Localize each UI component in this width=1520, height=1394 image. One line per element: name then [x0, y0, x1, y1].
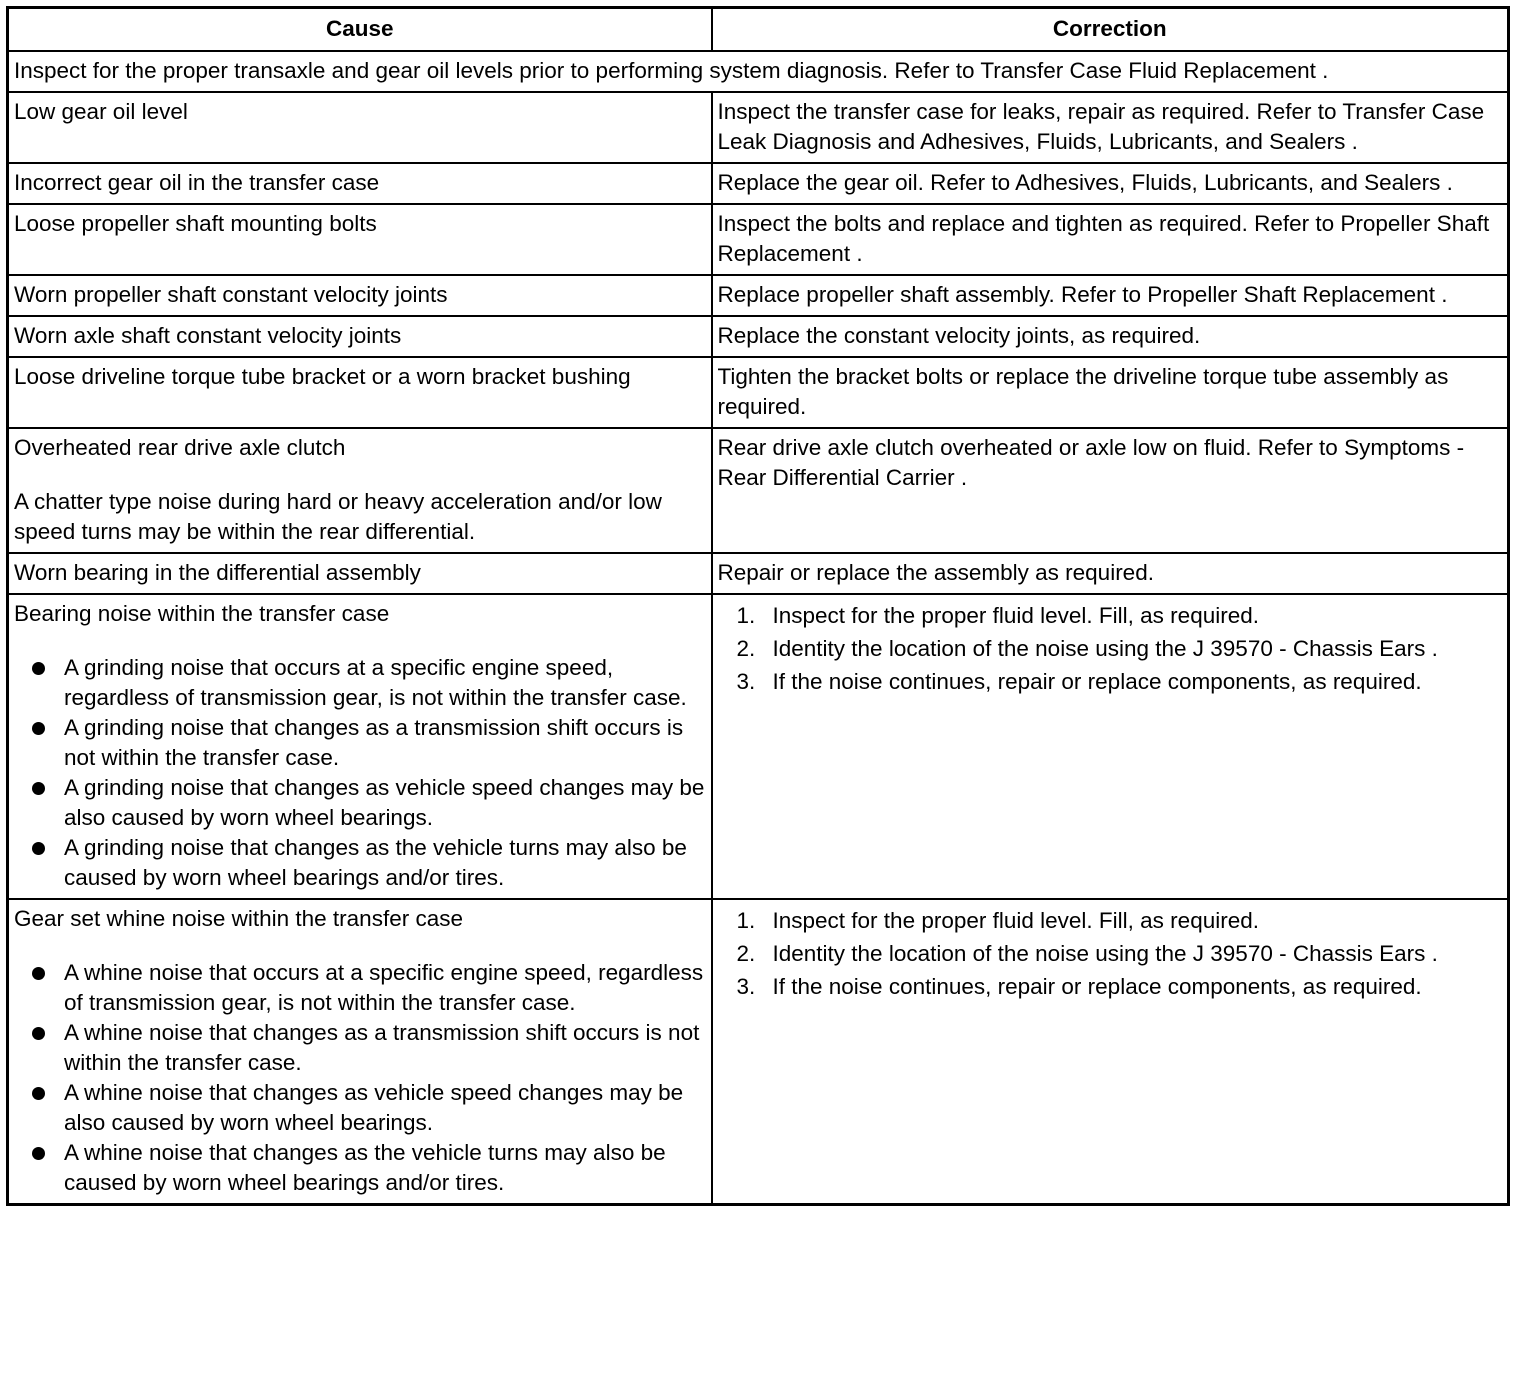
- table-row: [8, 92, 1509, 163]
- step-number: 2.: [736, 941, 756, 966]
- table-row: [8, 357, 1509, 428]
- list-item: A grinding noise that occurs at a specific engine speed, regardless of transmission gear, is not within the transfer case.: [64, 653, 705, 713]
- cause-cell: Loose driveline torque tube bracket or a worn bracket bushing: [8, 357, 712, 428]
- column-header-cause: Cause: [8, 8, 712, 52]
- table-row: [8, 899, 1509, 1205]
- cause-cell: [8, 899, 712, 1205]
- step-number: 3.: [736, 669, 756, 694]
- correction-cell: Inspect the bolts and replace and tighten as required. Refer to Propeller Shaft Replacement .: [712, 204, 1509, 275]
- step-text: Inspect for the proper fluid level. Fill, as required.: [772, 908, 1259, 933]
- step-item: [736, 634, 1502, 664]
- correction-cell: Repair or replace the assembly as required.: [712, 553, 1509, 594]
- cause-title: Bearing noise within the transfer case: [14, 601, 390, 626]
- correction-cell: Rear drive axle clutch overheated or axle low on fluid. Refer to Symptoms - Rear Differential Carrier .: [712, 428, 1509, 553]
- header-row: [8, 8, 1509, 52]
- cause-note: A chatter type noise during hard or heavy acceleration and/or low speed turns may be within the rear differential.: [14, 489, 662, 544]
- table-row: [8, 275, 1509, 316]
- correction-cell: Tighten the bracket bolts or replace the driveline torque tube assembly as required.: [712, 357, 1509, 428]
- cause-cell: Worn axle shaft constant velocity joints: [8, 316, 712, 357]
- cause-cell: Loose propeller shaft mounting bolts: [8, 204, 712, 275]
- step-text: If the noise continues, repair or replace components, as required.: [772, 669, 1422, 694]
- list-item: A grinding noise that changes as the vehicle turns may also be caused by worn wheel bearings and/or tires.: [64, 833, 705, 893]
- correction-cell: Replace the gear oil. Refer to Adhesives, Fluids, Lubricants, and Sealers .: [712, 163, 1509, 204]
- step-number: 1.: [736, 603, 756, 628]
- list-item: A whine noise that changes as the vehicle turns may also be caused by worn wheel bearings and/or tires.: [64, 1138, 705, 1198]
- cause-cell: Worn bearing in the differential assembly: [8, 553, 712, 594]
- table-row: [8, 553, 1509, 594]
- column-header-correction: Correction: [712, 8, 1509, 52]
- cause-cell: Worn propeller shaft constant velocity joints: [8, 275, 712, 316]
- numbered-steps: [718, 601, 1502, 697]
- note-row: [8, 51, 1509, 92]
- bullet-list: [14, 653, 705, 893]
- list-item: A whine noise that changes as a transmission shift occurs is not within the transfer case.: [64, 1018, 705, 1078]
- step-item: [736, 972, 1502, 1002]
- cause-cell: Low gear oil level: [8, 92, 712, 163]
- step-item: [736, 601, 1502, 631]
- step-text: Identity the location of the noise using the J 39570 - Chassis Ears .: [772, 941, 1438, 966]
- step-number: 3.: [736, 974, 756, 999]
- list-item: A whine noise that occurs at a specific engine speed, regardless of transmission gear, is not within the transfer case.: [64, 958, 705, 1018]
- step-text: Inspect for the proper fluid level. Fill, as required.: [772, 603, 1259, 628]
- correction-cell: [712, 899, 1509, 1205]
- step-number: 1.: [736, 908, 756, 933]
- correction-cell: Replace the constant velocity joints, as required.: [712, 316, 1509, 357]
- correction-cell: [712, 594, 1509, 899]
- step-item: [736, 939, 1502, 969]
- step-number: 2.: [736, 636, 756, 661]
- correction-cell: Inspect the transfer case for leaks, repair as required. Refer to Transfer Case Leak Diagnosis and Adhesives, Fluids, Lubricants, and Sealers .: [712, 92, 1509, 163]
- cause-cell: [8, 428, 712, 553]
- cause-cell: Incorrect gear oil in the transfer case: [8, 163, 712, 204]
- diagnostic-table: [6, 6, 1510, 1206]
- numbered-steps: [718, 906, 1502, 1002]
- step-item: [736, 667, 1502, 697]
- table-row: [8, 204, 1509, 275]
- table-row: [8, 316, 1509, 357]
- list-item: A grinding noise that changes as a transmission shift occurs is not within the transfer case.: [64, 713, 705, 773]
- table-row: [8, 594, 1509, 899]
- diagnosis-note: Inspect for the proper transaxle and gear oil levels prior to performing system diagnosis. Refer to Transfer Case Fluid Replacement .: [8, 51, 1509, 92]
- step-item: [736, 906, 1502, 936]
- list-item: A grinding noise that changes as vehicle speed changes may be also caused by worn wheel bearings.: [64, 773, 705, 833]
- cause-title: Gear set whine noise within the transfer case: [14, 906, 463, 931]
- table-row: [8, 163, 1509, 204]
- step-text: Identity the location of the noise using the J 39570 - Chassis Ears .: [772, 636, 1438, 661]
- step-text: If the noise continues, repair or replace components, as required.: [772, 974, 1422, 999]
- cause-title: Overheated rear drive axle clutch: [14, 435, 346, 460]
- bullet-list: [14, 958, 705, 1198]
- cause-cell: [8, 594, 712, 899]
- correction-cell: Replace propeller shaft assembly. Refer to Propeller Shaft Replacement .: [712, 275, 1509, 316]
- table-row: [8, 428, 1509, 553]
- list-item: A whine noise that changes as vehicle speed changes may be also caused by worn wheel bearings.: [64, 1078, 705, 1138]
